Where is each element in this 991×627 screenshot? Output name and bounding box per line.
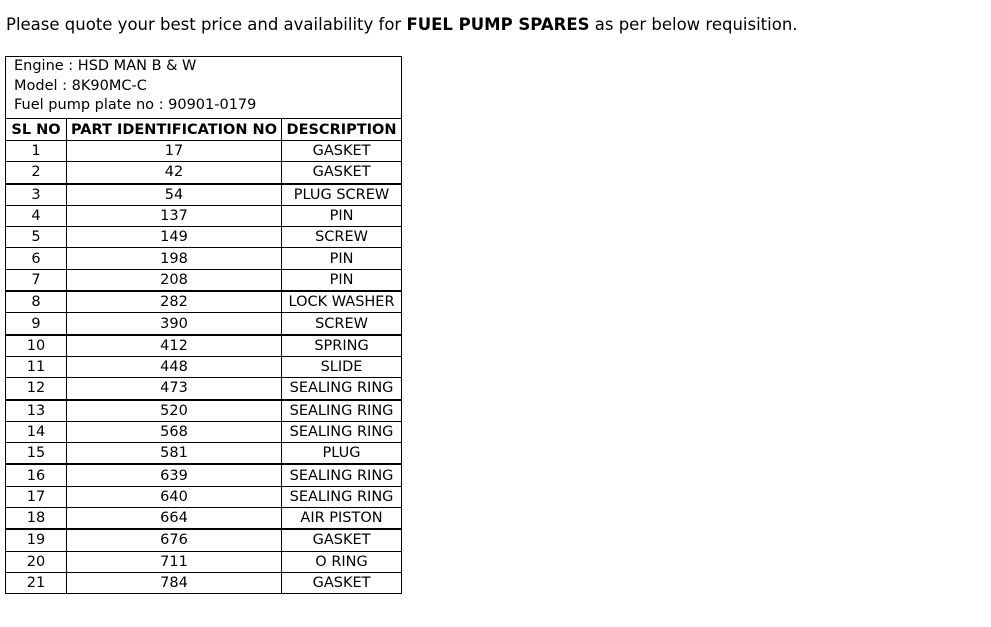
part-id-cell: 711	[67, 551, 282, 572]
sl-no-cell: 7	[6, 269, 67, 291]
part-id-cell: 412	[67, 335, 282, 357]
part-id-cell: 149	[67, 227, 282, 248]
part-id-cell: 137	[67, 205, 282, 226]
info-row	[6, 57, 402, 119]
sl-no-cell: 3	[6, 184, 67, 206]
part-id-cell: 568	[67, 421, 282, 442]
part-id-cell: 198	[67, 248, 282, 269]
part-id-cell: 581	[67, 443, 282, 465]
description-cell: SEALING RING	[282, 464, 402, 486]
table-row	[6, 269, 402, 291]
description-cell: PIN	[282, 248, 402, 269]
part-id-cell: 208	[67, 269, 282, 291]
header-sl-no: SL NO	[6, 119, 67, 141]
intro-prefix: Please quote your best price and availability for	[6, 15, 407, 34]
sl-no-cell: 14	[6, 421, 67, 442]
description-cell: SEALING RING	[282, 400, 402, 422]
description-cell: SCREW	[282, 313, 402, 335]
table-row	[6, 248, 402, 269]
header-description: DESCRIPTION	[282, 119, 402, 141]
description-cell: SLIDE	[282, 356, 402, 377]
table-row	[6, 378, 402, 400]
part-id-cell: 473	[67, 378, 282, 400]
sl-no-cell: 21	[6, 572, 67, 593]
sl-no-cell: 9	[6, 313, 67, 335]
part-id-cell: 520	[67, 400, 282, 422]
sl-no-cell: 2	[6, 162, 67, 184]
intro-suffix: as per below requisition.	[589, 15, 798, 34]
part-id-cell: 448	[67, 356, 282, 377]
sl-no-cell: 17	[6, 486, 67, 507]
table-row	[6, 443, 402, 465]
description-cell: SEALING RING	[282, 421, 402, 442]
table-row	[6, 551, 402, 572]
table-row	[6, 356, 402, 377]
sl-no-cell: 4	[6, 205, 67, 226]
part-id-cell: 390	[67, 313, 282, 335]
plate-line: Fuel pump plate no : 90901-0179	[14, 97, 257, 114]
sl-no-cell: 5	[6, 227, 67, 248]
sl-no-cell: 13	[6, 400, 67, 422]
table-row	[6, 529, 402, 551]
table-row	[6, 464, 402, 486]
sl-no-cell: 15	[6, 443, 67, 465]
part-id-cell: 54	[67, 184, 282, 206]
requisition-table	[5, 56, 402, 594]
engine-line: Engine : HSD MAN B & W	[14, 58, 197, 74]
description-cell: GASKET	[282, 162, 402, 184]
header-part-id: PART IDENTIFICATION NO	[67, 119, 282, 141]
sl-no-cell: 10	[6, 335, 67, 357]
table-row	[6, 400, 402, 422]
header-row	[6, 119, 402, 141]
part-id-cell: 784	[67, 572, 282, 593]
table-row	[6, 141, 402, 162]
table-row	[6, 486, 402, 507]
sl-no-cell: 1	[6, 141, 67, 162]
part-id-cell: 664	[67, 508, 282, 530]
description-cell: SCREW	[282, 227, 402, 248]
part-id-cell: 676	[67, 529, 282, 551]
sl-no-cell: 12	[6, 378, 67, 400]
sl-no-cell: 20	[6, 551, 67, 572]
table-row	[6, 227, 402, 248]
requisition-intro	[6, 14, 798, 36]
description-cell: AIR PISTON	[282, 508, 402, 530]
sl-no-cell: 6	[6, 248, 67, 269]
model-line: Model : 8K90MC-C	[14, 77, 147, 94]
part-id-cell: 17	[67, 141, 282, 162]
description-cell: LOCK WASHER	[282, 291, 402, 313]
part-id-cell: 639	[67, 464, 282, 486]
description-cell: PIN	[282, 205, 402, 226]
table-row	[6, 508, 402, 530]
description-cell: GASKET	[282, 141, 402, 162]
description-cell: SEALING RING	[282, 378, 402, 400]
sl-no-cell: 18	[6, 508, 67, 530]
description-cell: GASKET	[282, 572, 402, 593]
table-row	[6, 313, 402, 335]
table-row	[6, 572, 402, 593]
description-cell: PLUG	[282, 443, 402, 465]
description-cell: SEALING RING	[282, 486, 402, 507]
description-cell: PLUG SCREW	[282, 184, 402, 206]
part-id-cell: 42	[67, 162, 282, 184]
description-cell: O RING	[282, 551, 402, 572]
table-row	[6, 205, 402, 226]
description-cell: PIN	[282, 269, 402, 291]
sl-no-cell: 8	[6, 291, 67, 313]
table-row	[6, 335, 402, 357]
part-id-cell: 640	[67, 486, 282, 507]
sl-no-cell: 16	[6, 464, 67, 486]
intro-highlight: FUEL PUMP SPARES	[406, 15, 590, 34]
description-cell: SPRING	[282, 335, 402, 357]
engine-info	[6, 57, 402, 119]
sl-no-cell: 11	[6, 356, 67, 377]
table-row	[6, 291, 402, 313]
part-id-cell: 282	[67, 291, 282, 313]
description-cell: GASKET	[282, 529, 402, 551]
table-row	[6, 421, 402, 442]
sl-no-cell: 19	[6, 529, 67, 551]
table-row	[6, 184, 402, 206]
table-row	[6, 162, 402, 184]
